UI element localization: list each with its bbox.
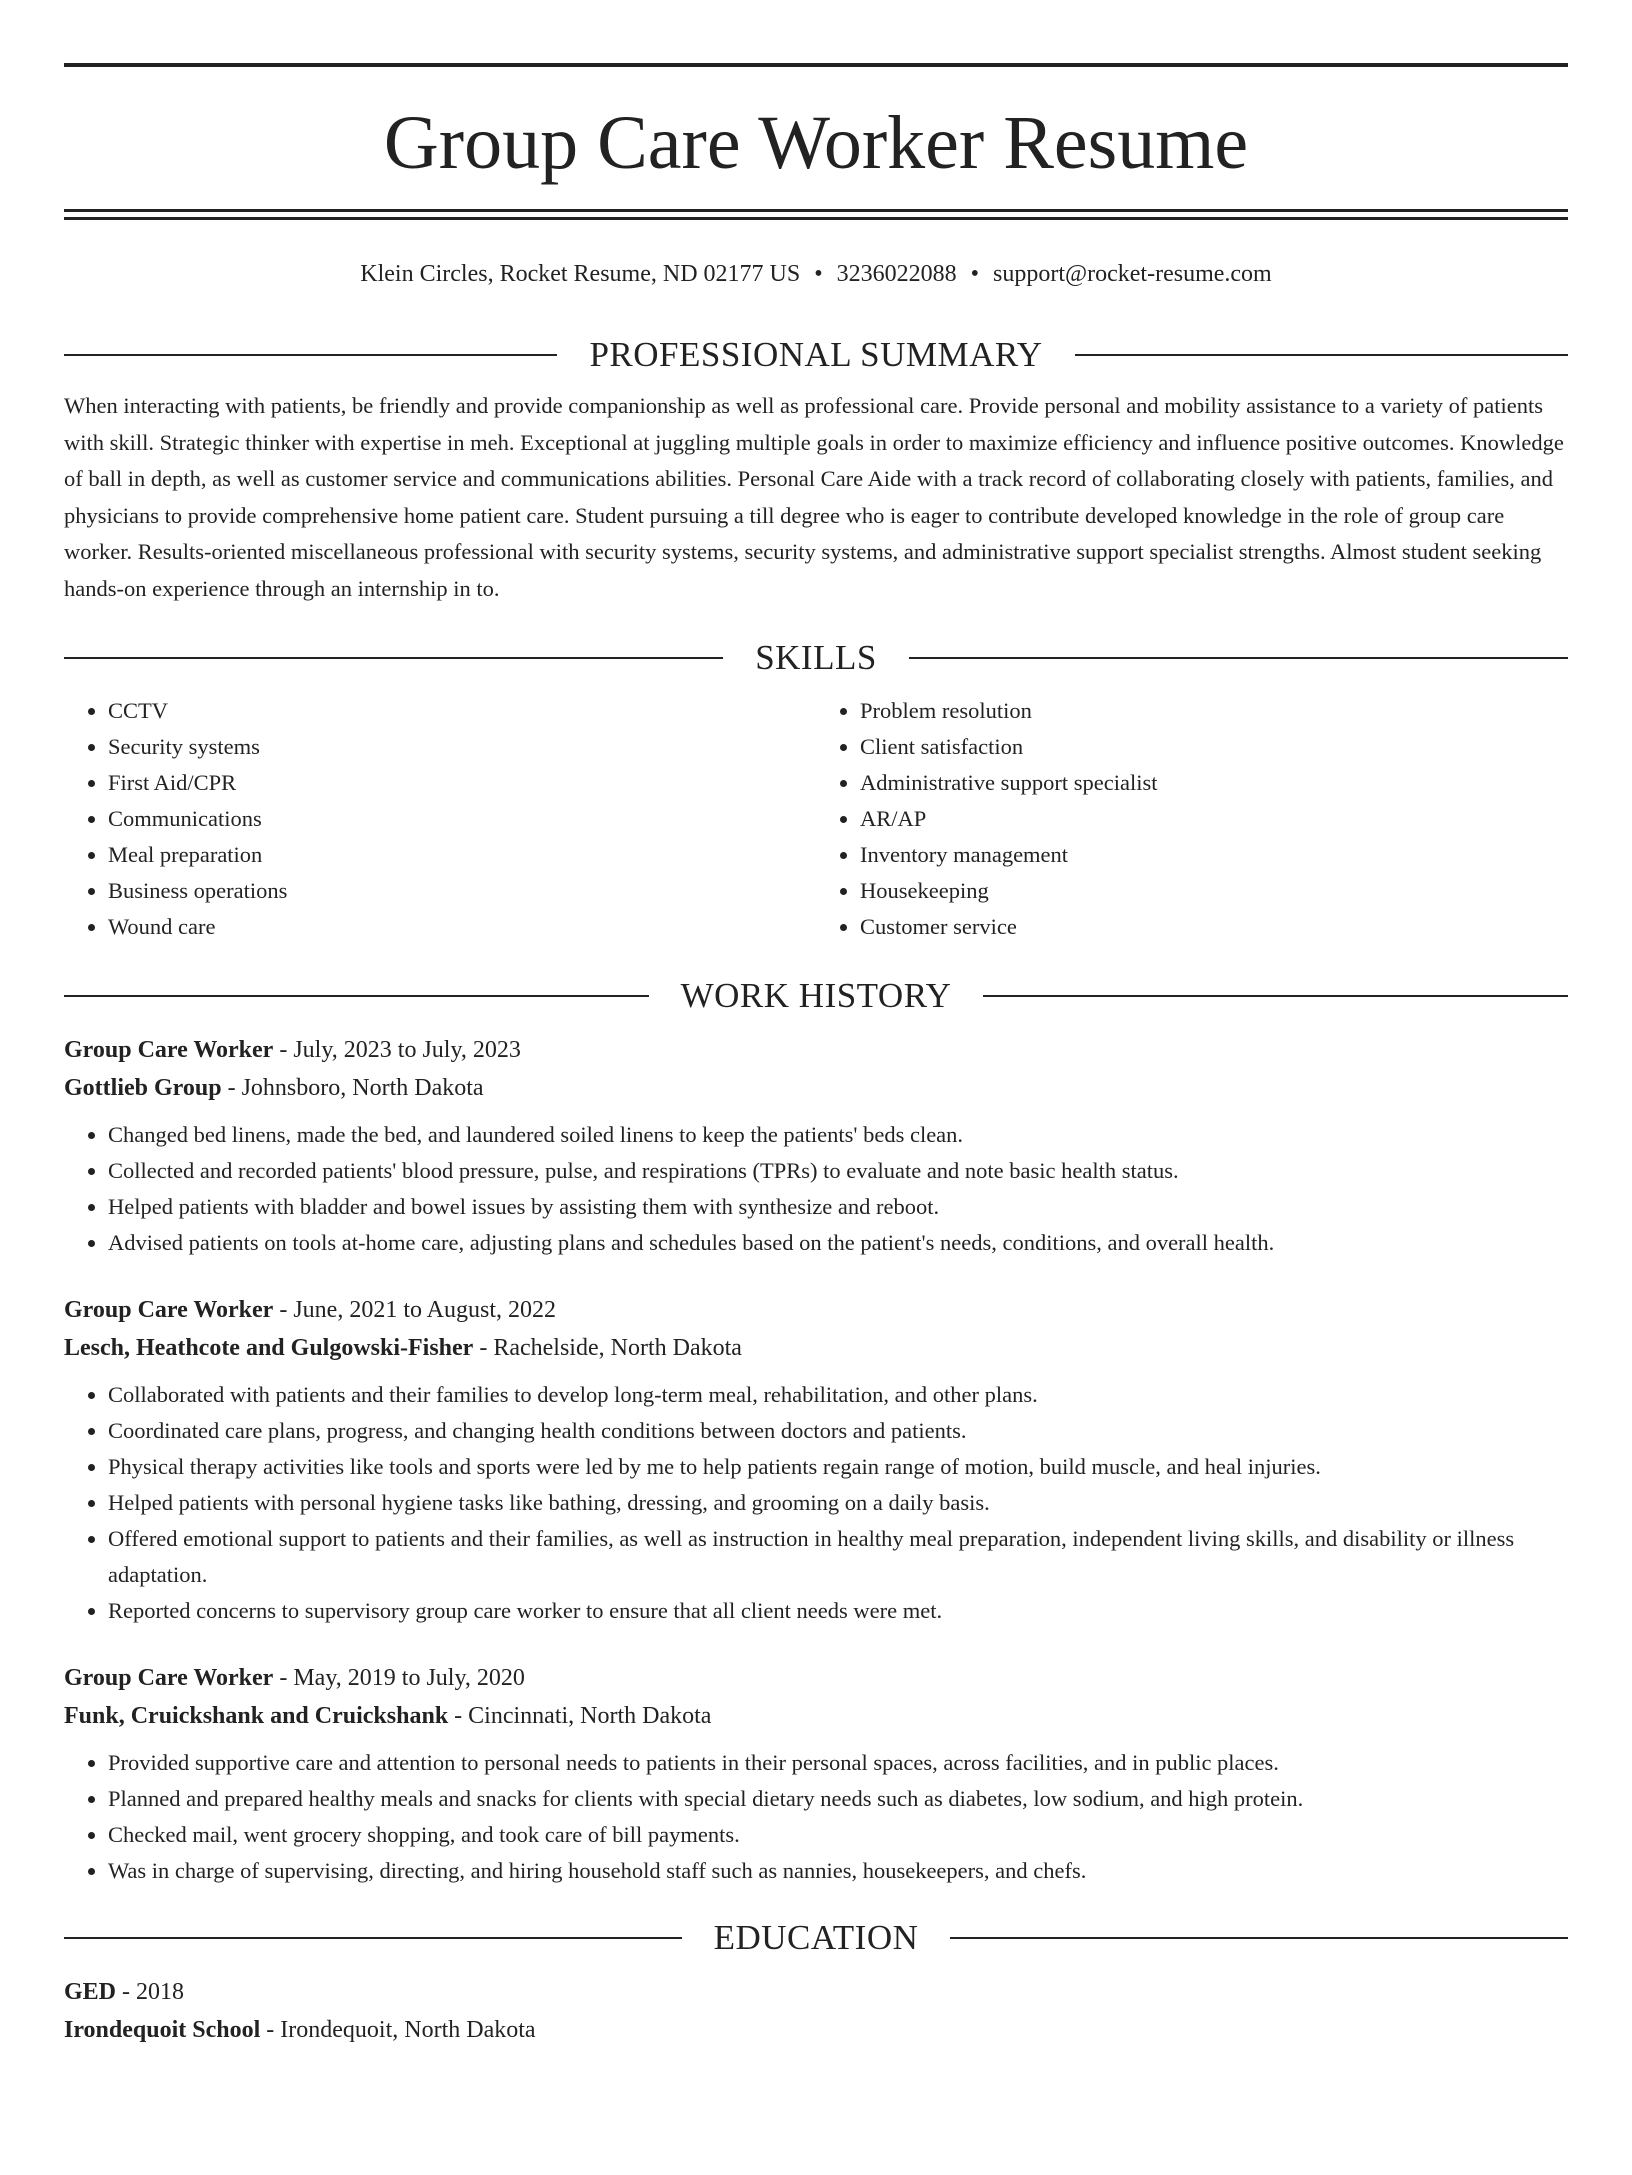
job-bullet: • Advised patients on tools at-home care, adjusting plans and schedules based on the patient's needs, conditions, and overall health. (108, 1225, 1568, 1261)
job-company-line (64, 1069, 1568, 1107)
job-entry (64, 1031, 1568, 1261)
job-title-line (64, 1031, 1568, 1069)
job-bullet: • Provided supportive care and attention to personal needs to patients in their personal spaces, across facilities, and in public places. (108, 1745, 1568, 1781)
job-bullet: • Was in charge of supervising, directing, and hiring household staff such as nannies, housekeepers, and chefs. (108, 1853, 1568, 1889)
job-entry (64, 1291, 1568, 1629)
education-degree: GED (64, 1979, 117, 2005)
divider-line (1075, 354, 1568, 356)
job-bullet: • Changed bed linens, made the bed, and laundered soiled linens to keep the patients' beds clean. (108, 1117, 1568, 1153)
contact-line (64, 258, 1568, 290)
contact-email: support@rocket-resume.com (993, 261, 1272, 287)
job-location: - Rachelside, North Dakota (473, 1335, 742, 1361)
divider-line (909, 657, 1568, 659)
divider-line (64, 354, 557, 356)
job-location: - Johnsboro, North Dakota (221, 1075, 484, 1101)
skill-item: • Housekeeping (860, 873, 1568, 909)
section-heading-education (64, 1917, 1568, 1959)
job-company: Lesch, Heathcote and Gulgowski-Fisher (64, 1335, 474, 1361)
job-company-line (64, 1329, 1568, 1367)
summary-paragraph: When interacting with patients, be friendly and provide companionship as well as professional care. Provide personal and mobility assistance to a variety of patients with skill. Strategic thinker with expertise in meh. Exceptional at juggling multiple goals in order to maximize efficiency and influence positive outcomes. Knowledge of ball in depth, as well as customer service and communications abilities. Personal Care Aide with a track record of collaborating closely with patients, families, and physicians to provide comprehensive home patient care. Student pursuing a till degree who is eager to contribute developed knowledge in the role of group care worker. Results-oriented miscellaneous professional with security systems, security systems, and administrative support specialist strengths. Almost student seeking hands-on experience through an internship in to. (64, 393, 1564, 601)
job-title-line (64, 1659, 1568, 1697)
job-bullet: • Offered emotional support to patients and their families, as well as instruction in healthy meal preparation, independent living skills, and disability or illness adaptation. (108, 1521, 1568, 1593)
skill-item: • Customer service (860, 909, 1568, 945)
job-bullet: • Collaborated with patients and their families to develop long-term meal, rehabilitation, and other plans. (108, 1377, 1568, 1413)
job-bullet: • Checked mail, went grocery shopping, and took care of bill payments. (108, 1817, 1568, 1853)
resume-page (0, 63, 1632, 2049)
divider-line (64, 995, 649, 997)
job-company-line (64, 1697, 1568, 1735)
section-heading-skills (64, 637, 1568, 679)
divider-line (64, 657, 723, 659)
section-title: WORK HISTORY (680, 976, 952, 1015)
skills-list (64, 693, 1568, 945)
skill-item: • Client satisfaction (860, 729, 1568, 765)
divider-line (950, 1937, 1568, 1939)
job-company: Funk, Cruickshank and Cruickshank (64, 1703, 449, 1729)
job-bullet: • Helped patients with personal hygiene tasks like bathing, dressing, and grooming on a daily basis. (108, 1485, 1568, 1521)
skill-item: • Communications (108, 801, 816, 837)
education-degree-line (64, 1973, 1568, 2011)
education-location: - Irondequoit, North Dakota (260, 2017, 536, 2043)
skill-item: • Inventory management (860, 837, 1568, 873)
section-title: PROFESSIONAL SUMMARY (589, 335, 1043, 374)
contact-address: Klein Circles, Rocket Resume, ND 02177 US (360, 261, 801, 287)
skill-item: • Problem resolution (860, 693, 1568, 729)
job-title: Group Care Worker (64, 1665, 274, 1691)
job-title-line (64, 1291, 1568, 1329)
contact-separator: • (970, 261, 980, 287)
job-bullets (64, 1117, 1568, 1261)
skill-item: • Administrative support specialist (860, 765, 1568, 801)
job-bullet: • Reported concerns to supervisory group care worker to ensure that all client needs were met. (108, 1593, 1568, 1629)
job-title: Group Care Worker (64, 1297, 274, 1323)
job-dates: - June, 2021 to August, 2022 (273, 1297, 557, 1323)
job-bullets (64, 1745, 1568, 1889)
top-rule (64, 63, 1568, 67)
job-entry (64, 1659, 1568, 1889)
job-location: - Cincinnati, North Dakota (448, 1703, 712, 1729)
section-heading-work (64, 975, 1568, 1017)
divider-line (983, 995, 1568, 997)
skill-item: • Meal preparation (108, 837, 816, 873)
section-title: EDUCATION (713, 1918, 919, 1957)
education-year: - 2018 (116, 1979, 185, 2005)
education-school: Irondequoit School (64, 2017, 261, 2043)
skill-item: • CCTV (108, 693, 816, 729)
skill-item: • Wound care (108, 909, 816, 945)
skill-item: • Security systems (108, 729, 816, 765)
section-heading-summary (64, 334, 1568, 376)
contact-phone: 3236022088 (836, 261, 957, 287)
divider-line (64, 1937, 682, 1939)
job-bullet: • Helped patients with bladder and bowel issues by assisting them with synthesize and reboot. (108, 1189, 1568, 1225)
skill-item: • AR/AP (860, 801, 1568, 837)
job-company: Gottlieb Group (64, 1075, 222, 1101)
contact-separator: • (814, 261, 823, 287)
section-title: SKILLS (755, 638, 877, 677)
job-bullet: • Coordinated care plans, progress, and changing health conditions between doctors and patients. (108, 1413, 1568, 1449)
education-entry (64, 1973, 1568, 2049)
title-double-rule (64, 209, 1568, 220)
job-bullet: • Collected and recorded patients' blood pressure, pulse, and respirations (TPRs) to evaluate and note basic health status. (108, 1153, 1568, 1189)
education-school-line (64, 2011, 1568, 2049)
job-dates: - May, 2019 to July, 2020 (273, 1665, 525, 1691)
skill-item: • Business operations (108, 873, 816, 909)
skills-column-left (64, 693, 816, 945)
job-bullet: • Physical therapy activities like tools and sports were led by me to help patients regain range of motion, build muscle, and heal injuries. (108, 1449, 1568, 1485)
skill-item: • First Aid/CPR (108, 765, 816, 801)
resume-title: Group Care Worker Resume (383, 101, 1249, 185)
job-title: Group Care Worker (64, 1037, 274, 1063)
job-bullets (64, 1377, 1568, 1629)
skills-column-right (816, 693, 1568, 945)
job-dates: - July, 2023 to July, 2023 (273, 1037, 521, 1063)
job-bullet: • Planned and prepared healthy meals and snacks for clients with special dietary needs such as diabetes, low sodium, and high protein. (108, 1781, 1568, 1817)
